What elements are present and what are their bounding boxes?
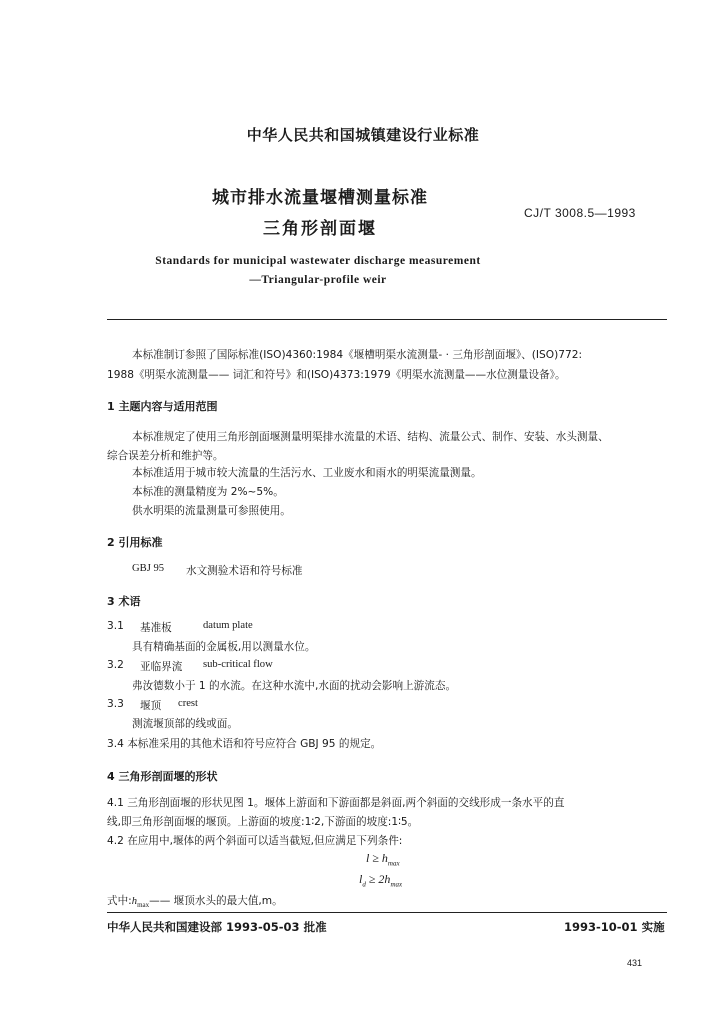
term-2-english: sub-critical flow [203,659,273,670]
reference-code: GBJ 95 [132,563,165,574]
where-symbol: h [131,896,138,907]
section-4-1-line2: 线,即三角形剖面堰的堰顶。上游面的坡度:1∶2,下游面的坡度:1∶5。 [107,816,419,828]
formula-1-text: l ≥ h [366,851,388,865]
issuing-organization: 中华人民共和国城镇建设行业标准 [246,126,480,144]
section-1-p1-line1: 本标准规定了使用三角形剖面堰测量明渠排水流量的术语、结构、流量公式、制作、安装、水头测量、 [132,431,609,443]
page-number: 431 [627,958,643,968]
term-1-english: datum plate [203,620,253,631]
term-3-number: 3.3 [107,698,124,710]
document-title: 城市排水流量堰槽测量标准 [212,188,428,208]
section-4-heading: 4 三角形剖面堰的形状 [107,770,218,783]
formula-2-subscript-d: d [362,880,366,889]
formula-2-relation: ≥ 2h [365,872,391,886]
section-1-p1-line2: 综合误差分析和维护等。 [107,450,224,462]
term-1-number: 3.1 [107,620,124,632]
section-4-1-line1: 4.1 三角形剖面堰的形状见图 1。堰体上游面和下游面都是斜面,两个斜面的交线形成一条水平的直 [107,797,565,809]
effective-date: 1993-10-01 实施 [564,920,665,934]
reference-title: 水文测验术语和符号标准 [186,565,303,577]
term-3-name: 堰顶 [140,700,162,712]
where-text: —— 堰顶水头的最大值,m。 [149,895,283,907]
term-2-definition: 弗汝德数小于 1 的水流。在这种水流中,水面的扰动会影响上游流态。 [132,680,457,692]
formula-1-subscript: max [387,859,400,868]
term-2-name: 亚临界流 [140,661,183,673]
intro-line-1: 本标准制订参照了国际标准(ISO)4360:1984《堰槽明渠水流测量- · 三角形剖面堰》、(ISO)772: [132,349,583,361]
header-divider [107,319,667,320]
approval-line: 中华人民共和国建设部 1993-05-03 批准 [107,920,327,934]
term-1-definition: 具有精确基面的金属板,用以测量水位。 [132,641,316,653]
formula-condition-1 [366,851,400,867]
intro-line-2: 1988《明渠水流测量—— 词汇和符号》和(ISO)4373:1979《明渠水流测量——水位测量设备》。 [107,369,566,381]
section-4-2: 4.2 在应用中,堰体的两个斜面可以适当截短,但应满足下列条件: [107,835,403,847]
english-title: Standards for municipal wastewater discharge measurement [155,255,481,267]
formula-2-subscript-max: max [390,880,403,889]
term-2-number: 3.2 [107,659,124,671]
section-1-heading: 1 主题内容与适用范围 [107,400,218,413]
term-3-definition: 测流堰顶部的线或面。 [132,718,238,730]
where-prefix: 式中: [107,895,132,907]
term-3-english: crest [178,698,198,709]
document-subtitle: 三角形剖面堰 [263,219,377,239]
section-1-p3: 本标准的测量精度为 2%~5%。 [132,486,284,498]
term-4-statement: 3.4 本标准采用的其他术语和符号应符合 GBJ 95 的规定。 [107,738,382,750]
section-1-p4: 供水明渠的流量测量可参照使用。 [132,505,291,517]
footer-divider [107,912,667,913]
where-subscript: max [137,901,150,910]
term-1-name: 基准板 [140,622,172,634]
section-2-heading: 2 引用标准 [107,536,163,549]
formula-condition-2 [359,872,402,888]
formula-2-symbol: l [359,872,363,886]
english-subtitle: —Triangular-profile weir [249,274,387,286]
section-3-heading: 3 术语 [107,595,141,608]
section-1-p2: 本标准适用于城市较大流量的生活污水、工业废水和雨水的明渠流量测量。 [132,467,482,479]
where-clause [107,893,283,909]
standard-code: CJ/T 3008.5—1993 [524,206,636,220]
